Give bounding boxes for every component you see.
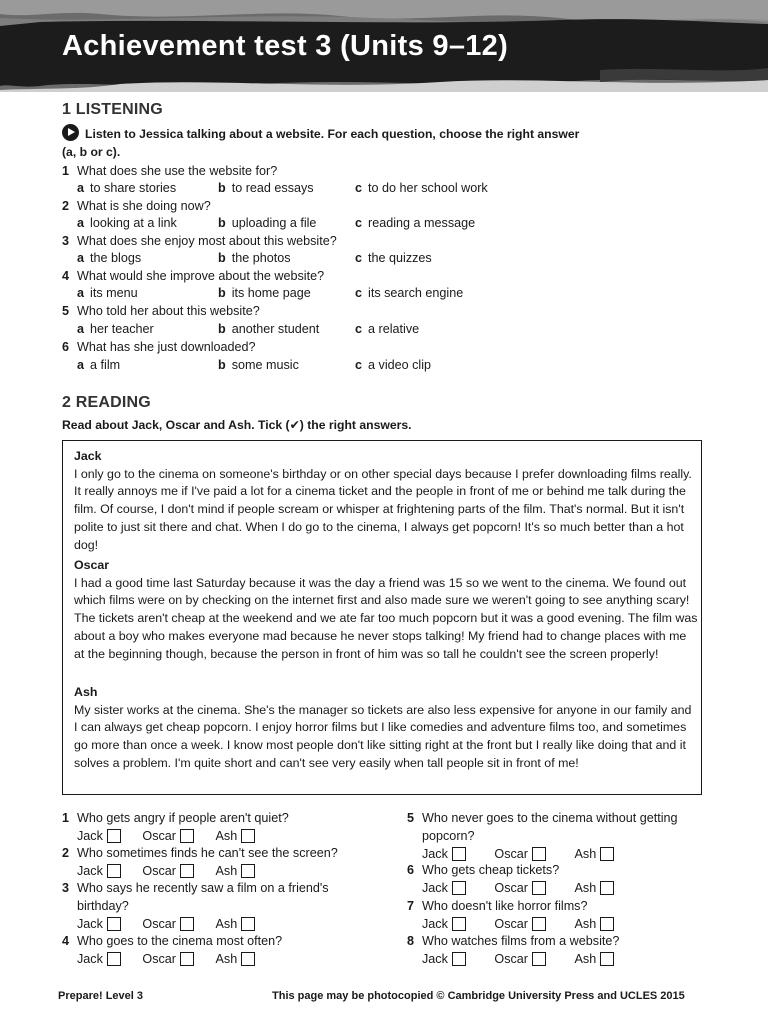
checkbox-oscar[interactable] [180, 917, 194, 931]
reading-question: 4 Who goes to the cinema most often? [62, 934, 283, 948]
reading-text-jack [74, 448, 698, 554]
page-title: Achievement test 3 (Units 9–12) [62, 30, 509, 62]
checkbox-jack[interactable] [452, 952, 466, 966]
reading-question: 5 Who never goes to the cinema without getting popcorn? [407, 811, 678, 843]
question-text: What has she just downloaded? [77, 340, 256, 354]
checkbox-oscar[interactable] [532, 917, 546, 931]
checkbox-oscar[interactable] [532, 881, 546, 895]
reading-question: 3 Who says he recently saw a film on a friend's birthday? [62, 881, 329, 913]
listening-section-title: 1 LISTENING [62, 101, 163, 118]
question-text: What is she doing now? [77, 199, 211, 213]
question-text: What would she improve about the website? [77, 269, 325, 283]
listening-question [62, 303, 260, 320]
option-c[interactable]: c to do her school work [355, 181, 488, 195]
reading-text-box [62, 440, 702, 795]
option-c[interactable]: c its search engine [355, 286, 464, 300]
reading-text-ash [74, 684, 698, 773]
checkbox-jack[interactable] [452, 847, 466, 861]
question-text: What does she use the website for? [77, 164, 278, 178]
option-b[interactable]: b the photos [218, 251, 291, 265]
reading-instruction: Read about Jack, Oscar and Ash. Tick (✔) the right answers. [62, 418, 412, 432]
checkbox-jack[interactable] [107, 864, 121, 878]
answer-row: Jack Oscar Ash [422, 916, 614, 933]
checkbox-ash[interactable] [241, 829, 255, 843]
question-text: What does she enjoy most about this website? [77, 234, 337, 248]
checkbox-jack[interactable] [107, 952, 121, 966]
question-number: 4 [62, 269, 70, 283]
checkbox-oscar[interactable] [180, 829, 194, 843]
answer-row: Jack Oscar Ash [422, 951, 614, 968]
question-number: 5 [62, 304, 70, 318]
listening-question [62, 339, 256, 356]
option-b[interactable]: b uploading a file [218, 216, 317, 230]
checkbox-ash[interactable] [241, 864, 255, 878]
reading-question: 8 Who watches films from a website? [407, 934, 620, 948]
checkbox-ash[interactable] [600, 952, 614, 966]
checkbox-ash[interactable] [600, 917, 614, 931]
option-a[interactable]: a looking at a link [77, 216, 177, 230]
answer-row: Jack Oscar Ash [77, 863, 255, 880]
footer-copyright: This page may be photocopied © Cambridge University Press and UCLES 2015 [272, 990, 685, 1002]
listening-question [62, 198, 211, 215]
reading-body: I only go to the cinema on someone's birthday or on other special days because I prefer downloading films really. It really annoys me if I've paid a lot for a cinema ticket and the people in front of me or behind me talk during the film. Of course, I don't mind if people scream or whisper at frightening parts of the film. That's normal. But it isn't polite to just sit there and chat. When I do go to the cinema, I always get popcorn! It's so much better than a hot dog! [74, 466, 692, 552]
answer-row: Jack Oscar Ash [77, 916, 255, 933]
answer-row: Jack Oscar Ash [77, 951, 255, 968]
option-a[interactable]: a her teacher [77, 322, 154, 336]
question-text: Who told her about this website? [77, 304, 260, 318]
reading-question: 7 Who doesn't like horror films? [407, 899, 588, 913]
title-banner [0, 0, 768, 92]
question-number: 2 [62, 199, 70, 213]
listening-instruction [62, 124, 582, 161]
reading-body: I had a good time last Saturday because it was the day a friend was 15 so we went to the cinema. We found out which films were on by checking on the internet first and also made sure we weren't going to see anything scary! The tickets aren't cheap at the weekend and we ate far too much popcorn but it was a good evening. The film was about a boy who makes everyone mad because he never stops talking! My friend had to change places with me at the beginning though, because the person in front of him was so tall he couldn't see the screen properly! [74, 575, 698, 661]
reading-section-title: 2 READING [62, 394, 151, 411]
option-b[interactable]: b to read essays [218, 181, 314, 195]
reading-question: 2 Who sometimes finds he can't see the screen? [62, 846, 338, 860]
checkbox-jack[interactable] [107, 917, 121, 931]
checkbox-ash[interactable] [241, 952, 255, 966]
listening-instruction-text: Listen to Jessica talking about a website. For each question, choose the right answer (a, b or c). [62, 127, 580, 159]
option-a[interactable]: a the blogs [77, 251, 142, 265]
option-c[interactable]: c a relative [355, 322, 420, 336]
play-audio-icon[interactable] [62, 124, 79, 141]
checkbox-jack[interactable] [452, 881, 466, 895]
question-number: 6 [62, 340, 70, 354]
option-a[interactable]: a its menu [77, 286, 138, 300]
reading-name: Ash [74, 685, 98, 699]
option-a[interactable]: a to share stories [77, 181, 177, 195]
reading-text-oscar [74, 557, 698, 663]
checkbox-ash[interactable] [241, 917, 255, 931]
option-b[interactable]: b another student [218, 322, 320, 336]
answer-row: Jack Oscar Ash [422, 846, 614, 863]
answer-row: Jack Oscar Ash [77, 828, 255, 845]
footer-level: Prepare! Level 3 [58, 990, 143, 1002]
answer-row: Jack Oscar Ash [422, 880, 614, 897]
option-b[interactable]: b some music [218, 358, 299, 372]
option-c[interactable]: c reading a message [355, 216, 476, 230]
reading-question: 1 Who gets angry if people aren't quiet? [62, 811, 289, 825]
listening-question [62, 233, 337, 250]
option-c[interactable]: c a video clip [355, 358, 432, 372]
option-c[interactable]: c the quizzes [355, 251, 432, 265]
checkbox-oscar[interactable] [180, 864, 194, 878]
reading-question: 6 Who gets cheap tickets? [407, 863, 560, 877]
checkbox-oscar[interactable] [532, 847, 546, 861]
reading-name: Oscar [74, 558, 110, 572]
checkbox-jack[interactable] [452, 917, 466, 931]
checkbox-jack[interactable] [107, 829, 121, 843]
question-number: 1 [62, 164, 70, 178]
question-number: 3 [62, 234, 70, 248]
listening-question [62, 163, 277, 180]
option-b[interactable]: b its home page [218, 286, 311, 300]
checkbox-oscar[interactable] [180, 952, 194, 966]
reading-body: My sister works at the cinema. She's the manager so tickets are also less expensive for anyone in our family and I can always get cheap popcorn. I enjoy horror films but I like comedies and adventure films too, and sometimes go more than once a week. I know most people don't like sitting right at the front but I really like doing that and it solves a problem. I'm quite short and can't see very easily when tall people sit in front of me! [74, 702, 692, 770]
option-a[interactable]: a a film [77, 358, 121, 372]
listening-question [62, 268, 324, 285]
reading-name: Jack [74, 449, 102, 463]
checkbox-oscar[interactable] [532, 952, 546, 966]
checkbox-ash[interactable] [600, 847, 614, 861]
checkbox-ash[interactable] [600, 881, 614, 895]
